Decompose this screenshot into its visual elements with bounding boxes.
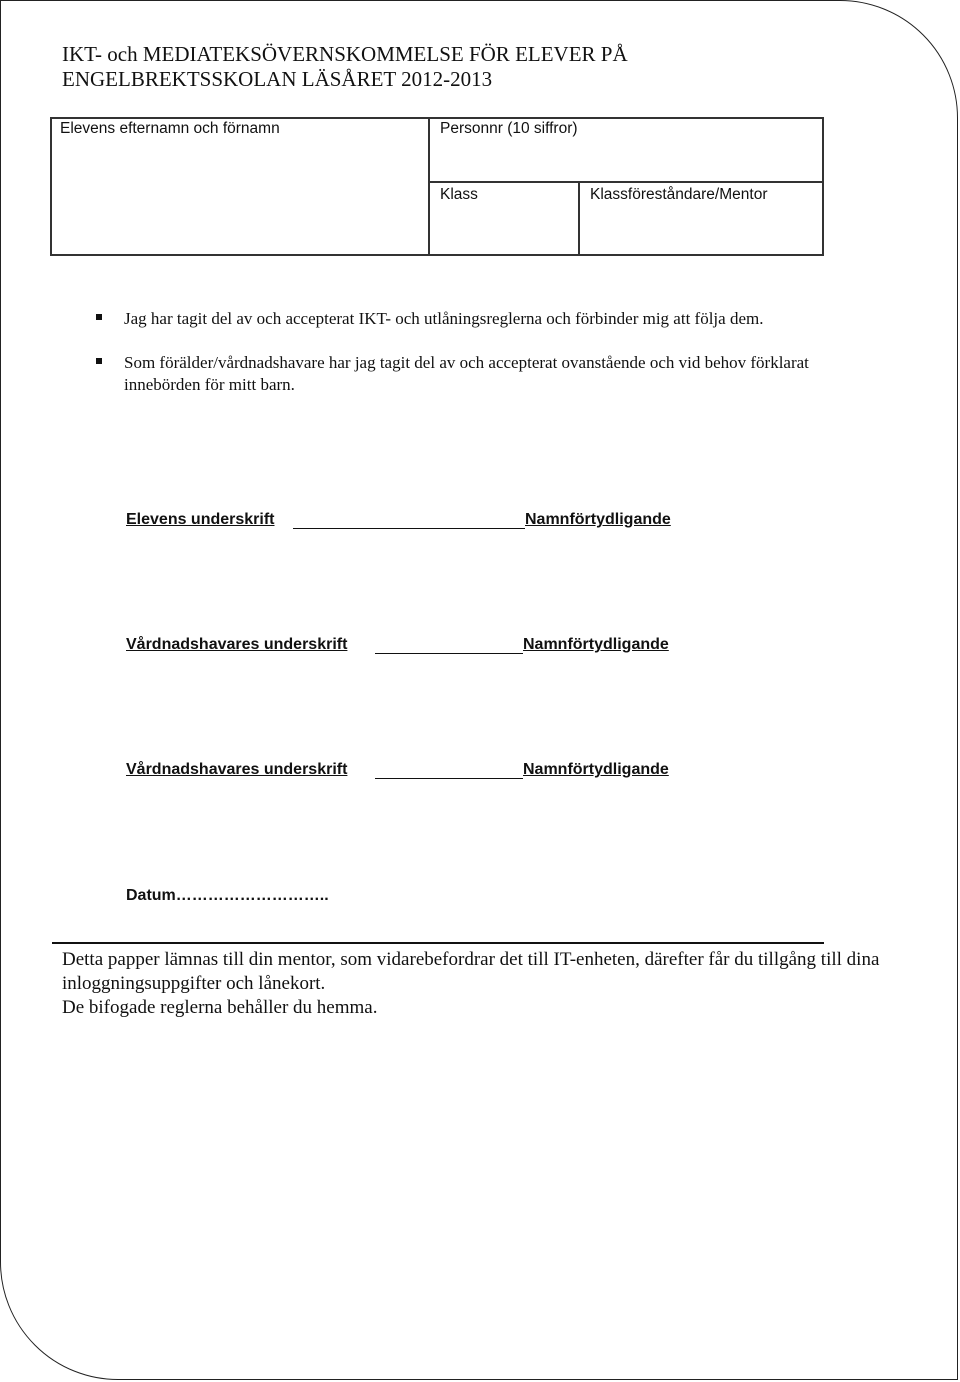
name-clarification-label: Namnförtydligande — [523, 761, 669, 778]
student-signature-line — [293, 528, 525, 529]
footer-divider — [52, 942, 824, 944]
agreement-text: Jag har tagit del av och accepterat IKT- och utlåningsreglerna och förbinder mig att följa dem. — [124, 309, 764, 328]
guardian-signature-line — [375, 653, 523, 654]
mentor-label: Klassföreståndare/Mentor — [590, 186, 768, 203]
agreement-item — [90, 352, 810, 396]
agreement-text: Som förälder/vårdnadshavare har jag tagit del av och accepterat ovanstående och vid behov förklarat innebörden för mitt barn. — [124, 353, 809, 394]
table-divider-horizontal — [428, 181, 822, 183]
student-signature-label: Elevens underskrift — [126, 511, 275, 528]
guardian-signature-label: Vårdnadshavares underskrift — [126, 636, 348, 653]
name-clarification-label: Namnförtydligande — [525, 511, 671, 528]
square-bullet-icon — [96, 314, 102, 320]
student-info-table — [50, 117, 824, 256]
class-label: Klass — [440, 186, 478, 203]
student-name-label: Elevens efternamn och förnamn — [60, 120, 280, 137]
footer-line-1: Detta papper lämnas till din mentor, som vidarebefordrar det till IT-enheten, därefter får du tillgång till dina inloggningsuppgifter och lånekort. — [62, 949, 880, 994]
personnr-label: Personnr (10 siffror) — [440, 120, 578, 137]
square-bullet-icon — [96, 358, 102, 364]
page-title — [62, 42, 822, 92]
name-clarification-label: Namnförtydligande — [523, 636, 669, 653]
footer-line-2: De bifogade reglerna behåller du hemma. — [62, 997, 378, 1018]
table-divider-vertical — [428, 119, 430, 254]
title-line-2: ENGELBREKTSSKOLAN LÄSÅRET 2012-2013 — [62, 67, 493, 91]
agreement-list — [90, 308, 810, 418]
title-line-1: IKT- och MEDIATEKSÖVERNSKOMMELSE FÖR ELEVER PÅ — [62, 42, 628, 66]
table-divider-class — [578, 181, 580, 254]
guardian-signature-label: Vårdnadshavares underskrift — [126, 761, 348, 778]
footer-note — [62, 948, 882, 1020]
agreement-item — [90, 308, 810, 330]
guardian-signature-line — [375, 778, 523, 779]
date-label: Datum……………………….. — [126, 887, 329, 904]
